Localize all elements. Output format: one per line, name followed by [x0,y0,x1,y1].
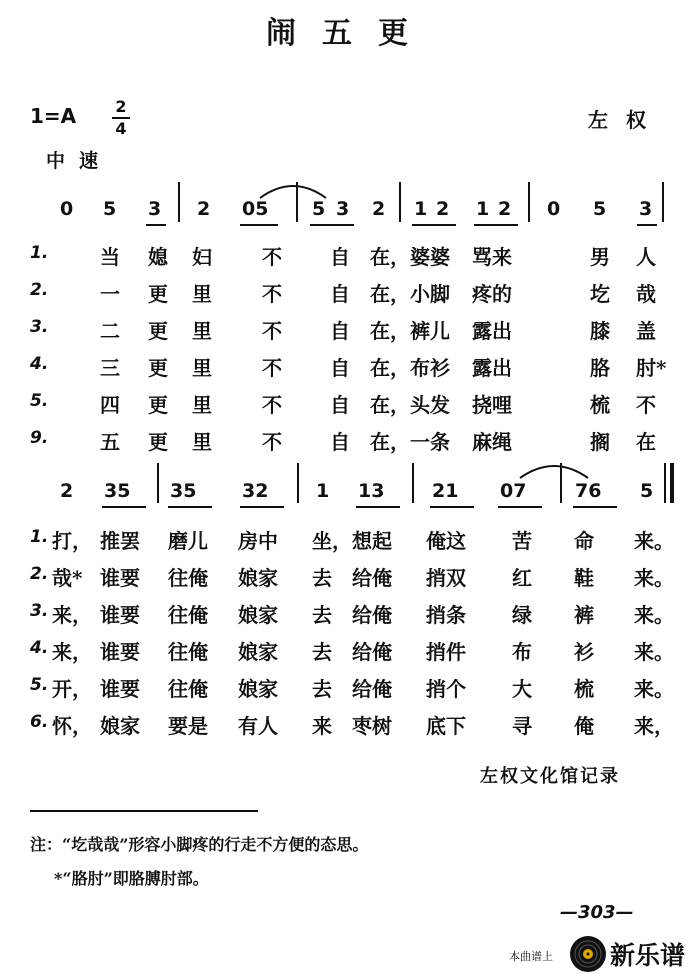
note: 1 [316,480,330,502]
verse-number: 3. [30,317,49,337]
lyric: 往俺 [168,640,208,664]
lyric: 衫 [574,640,594,664]
credit-line: 左权文化馆记录 [480,766,620,787]
final-bar-line [670,463,674,503]
lyric: 寻 [512,714,532,738]
bar-line [157,463,159,503]
bar-line [662,182,664,222]
tie-slur [518,460,590,480]
underline [637,224,657,226]
lyric: 一 [100,282,120,306]
lyric: 不 [636,393,656,417]
lyric: 不 [262,356,282,380]
note: 1 [414,198,428,220]
underline [240,506,284,508]
lyric: 五 [100,430,120,454]
lyric: 自 [330,245,350,269]
lyric: 不 [262,245,282,269]
lyric: 大 [512,677,532,701]
note: 5 [593,198,607,220]
lyric: 在，小脚 [370,282,450,306]
lyric: 给俺 [352,566,392,590]
note: 5 [640,480,654,502]
lyric: 来。 [634,566,674,590]
underline [168,506,212,508]
note: 21 [432,480,459,502]
lyric: 在，婆婆 [370,245,450,269]
lyric: 男 [590,245,610,269]
lyric: 娘家 [238,603,278,627]
note: 05 [242,198,269,220]
lyric: 娘家 [238,640,278,664]
lyric: 给俺 [352,677,392,701]
lyric: 红 [512,566,532,590]
verse-number: 5. [30,675,49,695]
verse-number: 4. [30,354,49,374]
key-signature: 1=A [30,104,77,128]
verse-number: 1. [30,527,49,547]
lyric: 更 [148,282,168,306]
underline [310,224,354,226]
tie-slur [258,180,328,200]
lyric: 露出 [472,319,512,343]
verse-number: 5. [30,391,49,411]
lyric: 里 [192,319,212,343]
lyric: 搁 [590,430,610,454]
lyric: 自 [330,393,350,417]
underline [240,224,278,226]
lyric: 来， [52,603,92,627]
lyric: 来。 [634,603,674,627]
lyric: 里 [192,356,212,380]
lyric: 挠哩 [472,393,512,417]
vinyl-record-icon [568,934,608,974]
bar-line [664,463,666,503]
lyric: 更 [148,319,168,343]
lyric: 枣树 [352,714,392,738]
lyric: 三 [100,356,120,380]
lyric: 哉 [636,282,656,306]
lyric: 谁要 [100,566,140,590]
lyric: 四 [100,393,120,417]
lyric: 里 [192,430,212,454]
lyric: 更 [148,393,168,417]
lyric: 谁要 [100,640,140,664]
tempo-marking: 中速 [46,150,113,172]
lyric: 房中 [238,529,278,553]
verse-number: 1. [30,243,49,263]
footnote: 注：“圪哉哉”形容小脚疼的行走不方便的态思。 [30,835,369,854]
verse-number: 2. [30,280,49,300]
lyric: 绿 [512,603,532,627]
lyric: 圪 [590,282,610,306]
lyric: 推罢 [100,529,140,553]
lyric: 娘家 [238,677,278,701]
verse-number: 6. [30,712,49,732]
note: 35 [170,480,197,502]
note: 32 [242,480,269,502]
lyric: 鞋 [574,566,594,590]
lyric: 开， [52,677,92,701]
lyric: 往俺 [168,566,208,590]
lyric: 自 [330,319,350,343]
underline [146,224,166,226]
lyric: 梳 [590,393,610,417]
note: 0 [60,198,74,220]
lyric: 捎条 [426,603,466,627]
lyric: 露出 [472,356,512,380]
lyric: 来。 [634,640,674,664]
lyric: 娘家 [238,566,278,590]
lyric: 俺 [574,714,594,738]
lyric: 去 [312,603,332,627]
lyric: 自 [330,282,350,306]
note: 2 [60,480,74,502]
lyric: 疼的 [472,282,512,306]
lyric: 骂来 [472,245,512,269]
lyric: 不 [262,319,282,343]
note: 5 [103,198,117,220]
lyric: 谁要 [100,677,140,701]
lyric: 给俺 [352,603,392,627]
lyric: 在，头发 [370,393,450,417]
page-title: 闹五更 [266,16,434,51]
note: 2 [197,198,211,220]
lyric: 往俺 [168,677,208,701]
note: 0 [547,198,561,220]
lyric: 妇 [192,245,212,269]
lyric: 要是 [168,714,208,738]
lyric: 盖 [636,319,656,343]
note: 1 [476,198,490,220]
lyric: 去 [312,566,332,590]
lyric: 来。 [634,529,674,553]
lyric: 不 [262,430,282,454]
lyric: 当 [100,245,120,269]
lyric: 底下 [426,714,466,738]
bar-line [178,182,180,222]
lyric: 膝 [590,319,610,343]
lyric: 更 [148,430,168,454]
bar-line [412,463,414,503]
lyric: 不 [262,282,282,306]
verse-number: 3. [30,601,49,621]
lyric: 哉* [52,566,83,590]
footnote-divider [30,810,258,812]
underline [573,506,617,508]
lyric: 磨儿 [168,529,208,553]
underline [102,506,146,508]
time-numerator: 2 [115,97,127,116]
lyric: 苦 [512,529,532,553]
lyric: 捎双 [426,566,466,590]
note: 07 [500,480,527,502]
verse-number: 9. [30,428,49,448]
note: 13 [358,480,385,502]
note: 76 [575,480,602,502]
lyric: 自 [330,430,350,454]
footnote: *“胳肘”即胳膊肘部。 [54,869,209,888]
lyric: 自 [330,356,350,380]
lyric: 在 [636,430,656,454]
lyric: 捎件 [426,640,466,664]
lyric: 里 [192,393,212,417]
lyric: 命 [574,529,594,553]
lyric: 坐， [312,529,352,553]
lyric: 谁要 [100,603,140,627]
verse-number: 4. [30,638,49,658]
lyric: 二 [100,319,120,343]
lyric: 布 [512,640,532,664]
lyric: 更 [148,356,168,380]
note: 2 [372,198,386,220]
note: 2 [436,198,450,220]
lyric: 捎个 [426,677,466,701]
lyric: 往俺 [168,603,208,627]
underline [412,224,456,226]
time-denominator: 4 [115,119,127,138]
lyric: 来。 [634,677,674,701]
lyric: 麻绳 [472,430,512,454]
underline [430,506,474,508]
verse-number: 2. [30,564,49,584]
lyric: 怀， [52,714,92,738]
bar-line [528,182,530,222]
lyric: 来， [634,714,674,738]
underline [474,224,518,226]
lyric: 打， [52,529,92,553]
lyric: 来 [312,714,332,738]
watermark-prefix: 本曲谱上 [509,950,553,963]
lyric: 来， [52,640,92,664]
lyric: 肘* [636,356,667,380]
lyric: 给俺 [352,640,392,664]
note: 35 [104,480,131,502]
lyric: 媳 [148,245,168,269]
bar-line [297,463,299,503]
lyric: 有人 [238,714,278,738]
lyric: 在，布衫 [370,356,450,380]
lyric: 娘家 [100,714,140,738]
underline [356,506,400,508]
lyric: 想起 [352,529,392,553]
note: 3 [148,198,162,220]
lyric: 胳 [590,356,610,380]
region-label: 左权 [588,108,664,132]
note: 3 [336,198,350,220]
lyric: 去 [312,640,332,664]
bar-line [399,182,401,222]
time-signature [112,98,130,138]
lyric: 裤 [574,603,594,627]
lyric: 去 [312,677,332,701]
watermark-brand: 新乐谱 [610,941,686,970]
lyric: 梳 [574,677,594,701]
lyric: 人 [636,245,656,269]
note: 5 [312,198,326,220]
page-number: —303— [560,902,634,923]
lyric: 在，一条 [370,430,450,454]
lyric: 俺这 [426,529,466,553]
note: 2 [498,198,512,220]
note: 3 [639,198,653,220]
lyric: 里 [192,282,212,306]
underline [498,506,542,508]
lyric: 在，裤儿 [370,319,450,343]
lyric: 不 [262,393,282,417]
